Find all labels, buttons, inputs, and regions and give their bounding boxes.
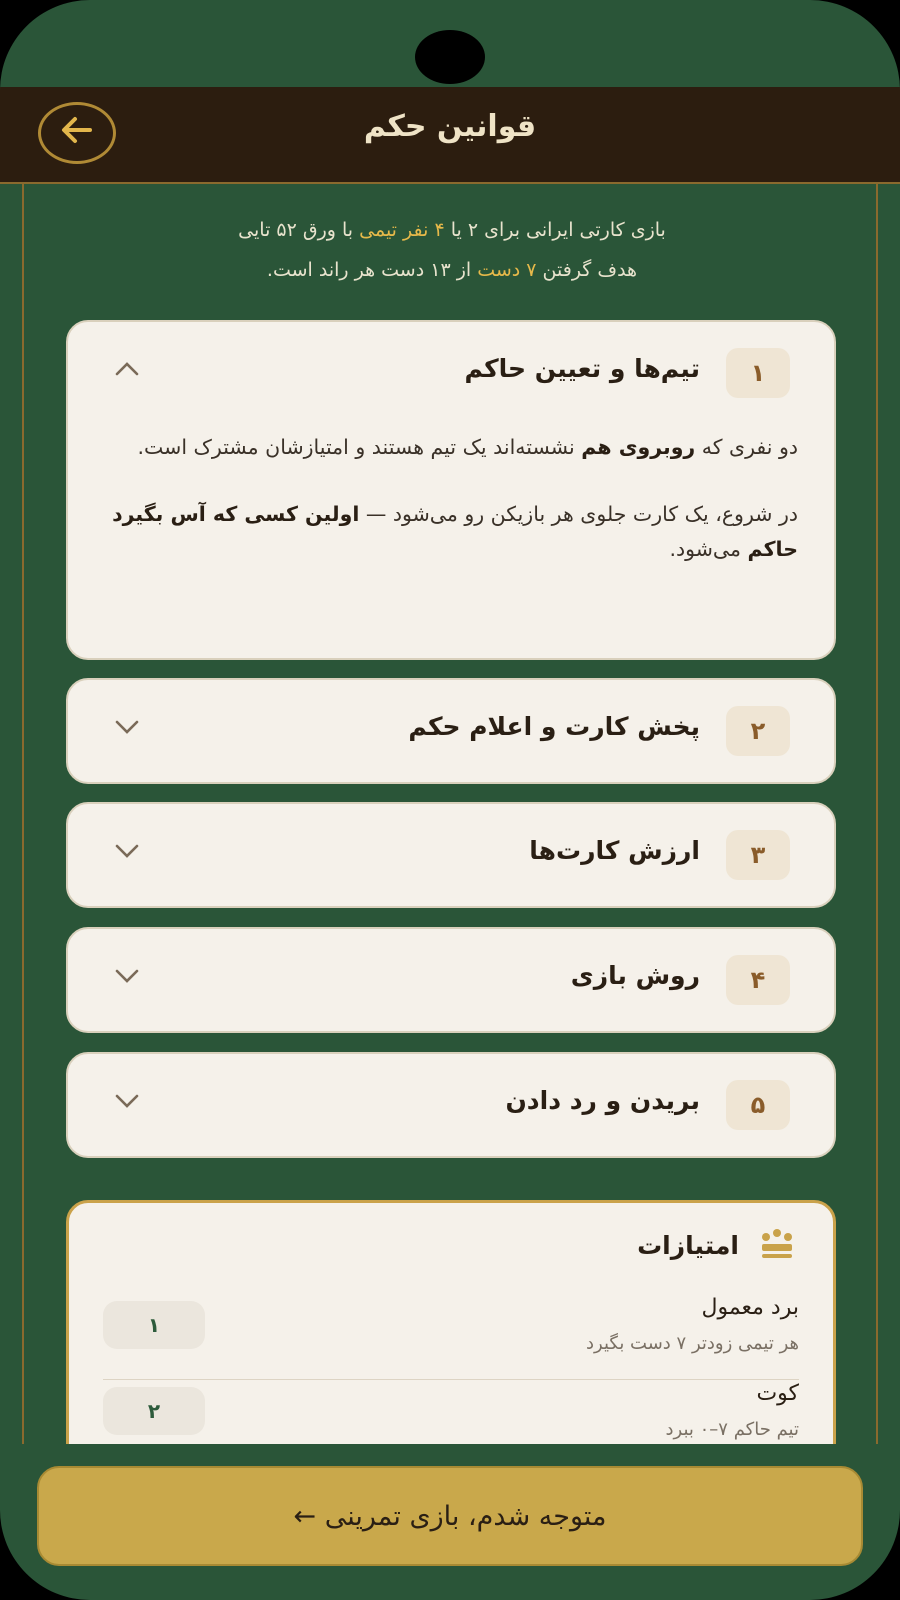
scoring-title: امتیازات [637,1231,739,1260]
top-bar [0,87,900,184]
section-number: ۲ [726,706,790,756]
section-title: بریدن و رد دادن [505,1086,700,1115]
section-card-4[interactable] [66,927,836,1033]
camera-notch [415,30,485,84]
chevron-down-icon [114,834,140,867]
divider [103,1379,799,1380]
intro-line-1: بازی کارتی ایرانی برای ۲ یا ۴ نفر تیمی با ورق ۵۲ تایی [238,219,666,241]
section-header-4[interactable] [68,929,834,1031]
chevron-up-icon [114,352,140,385]
section-number: ۵ [726,1080,790,1130]
section-body-1 [112,430,798,599]
section-title: روش بازی [570,961,700,990]
section-title: تیم‌ها و تعیین حاکم [464,354,700,383]
score-name: کوت [756,1381,799,1406]
section-card-1 [66,320,836,660]
score-description: هر تیمی زودتر ۷ دست بگیرد [586,1333,799,1354]
intro-text [24,210,878,290]
section-card-2[interactable] [66,678,836,784]
chevron-down-icon [114,1084,140,1117]
section-number: ۱ [726,348,790,398]
section-number: ۴ [726,955,790,1005]
score-description: تیم حاکم ۷–۰ ببرد [665,1419,799,1440]
section-card-5[interactable] [66,1052,836,1158]
score-points-badge: ۱ [103,1301,205,1349]
section-paragraph: در شروع، یک کارت جلوی هر بازیکن رو می‌شود — اولین کسی که آس بگیرد حاکم می‌شود. [112,502,798,561]
score-row [103,1295,799,1379]
section-paragraph: دو نفری که روبروی هم نشسته‌اند یک تیم هستند و امتیازشان مشترک است. [137,435,798,459]
scoring-card [66,1200,836,1444]
score-name: برد معمول [701,1295,799,1320]
section-title: پخش کارت و اعلام حکم [408,712,700,741]
section-header-2[interactable] [68,680,834,782]
chevron-down-icon [114,959,140,992]
crown-icon [759,1227,795,1259]
intro-line-2: هدف گرفتن ۷ دست از ۱۳ دست هر راند است. [266,259,638,281]
page-title: قوانین حکم [363,109,537,144]
section-header-3[interactable] [68,804,834,906]
section-number: ۳ [726,830,790,880]
section-card-3[interactable] [66,802,836,908]
arrow-left-icon [60,115,94,151]
chevron-down-icon [114,710,140,743]
section-header-5[interactable] [68,1054,834,1156]
back-button[interactable] [38,102,116,164]
score-points-badge: ۲ [103,1387,205,1435]
section-header-1[interactable] [68,322,834,424]
section-title: ارزش کارت‌ها [529,836,700,865]
score-row [103,1381,799,1444]
rules-content[interactable] [22,182,878,1444]
practice-game-button[interactable]: متوجه شدم، بازی تمرینی ← [37,1466,863,1566]
